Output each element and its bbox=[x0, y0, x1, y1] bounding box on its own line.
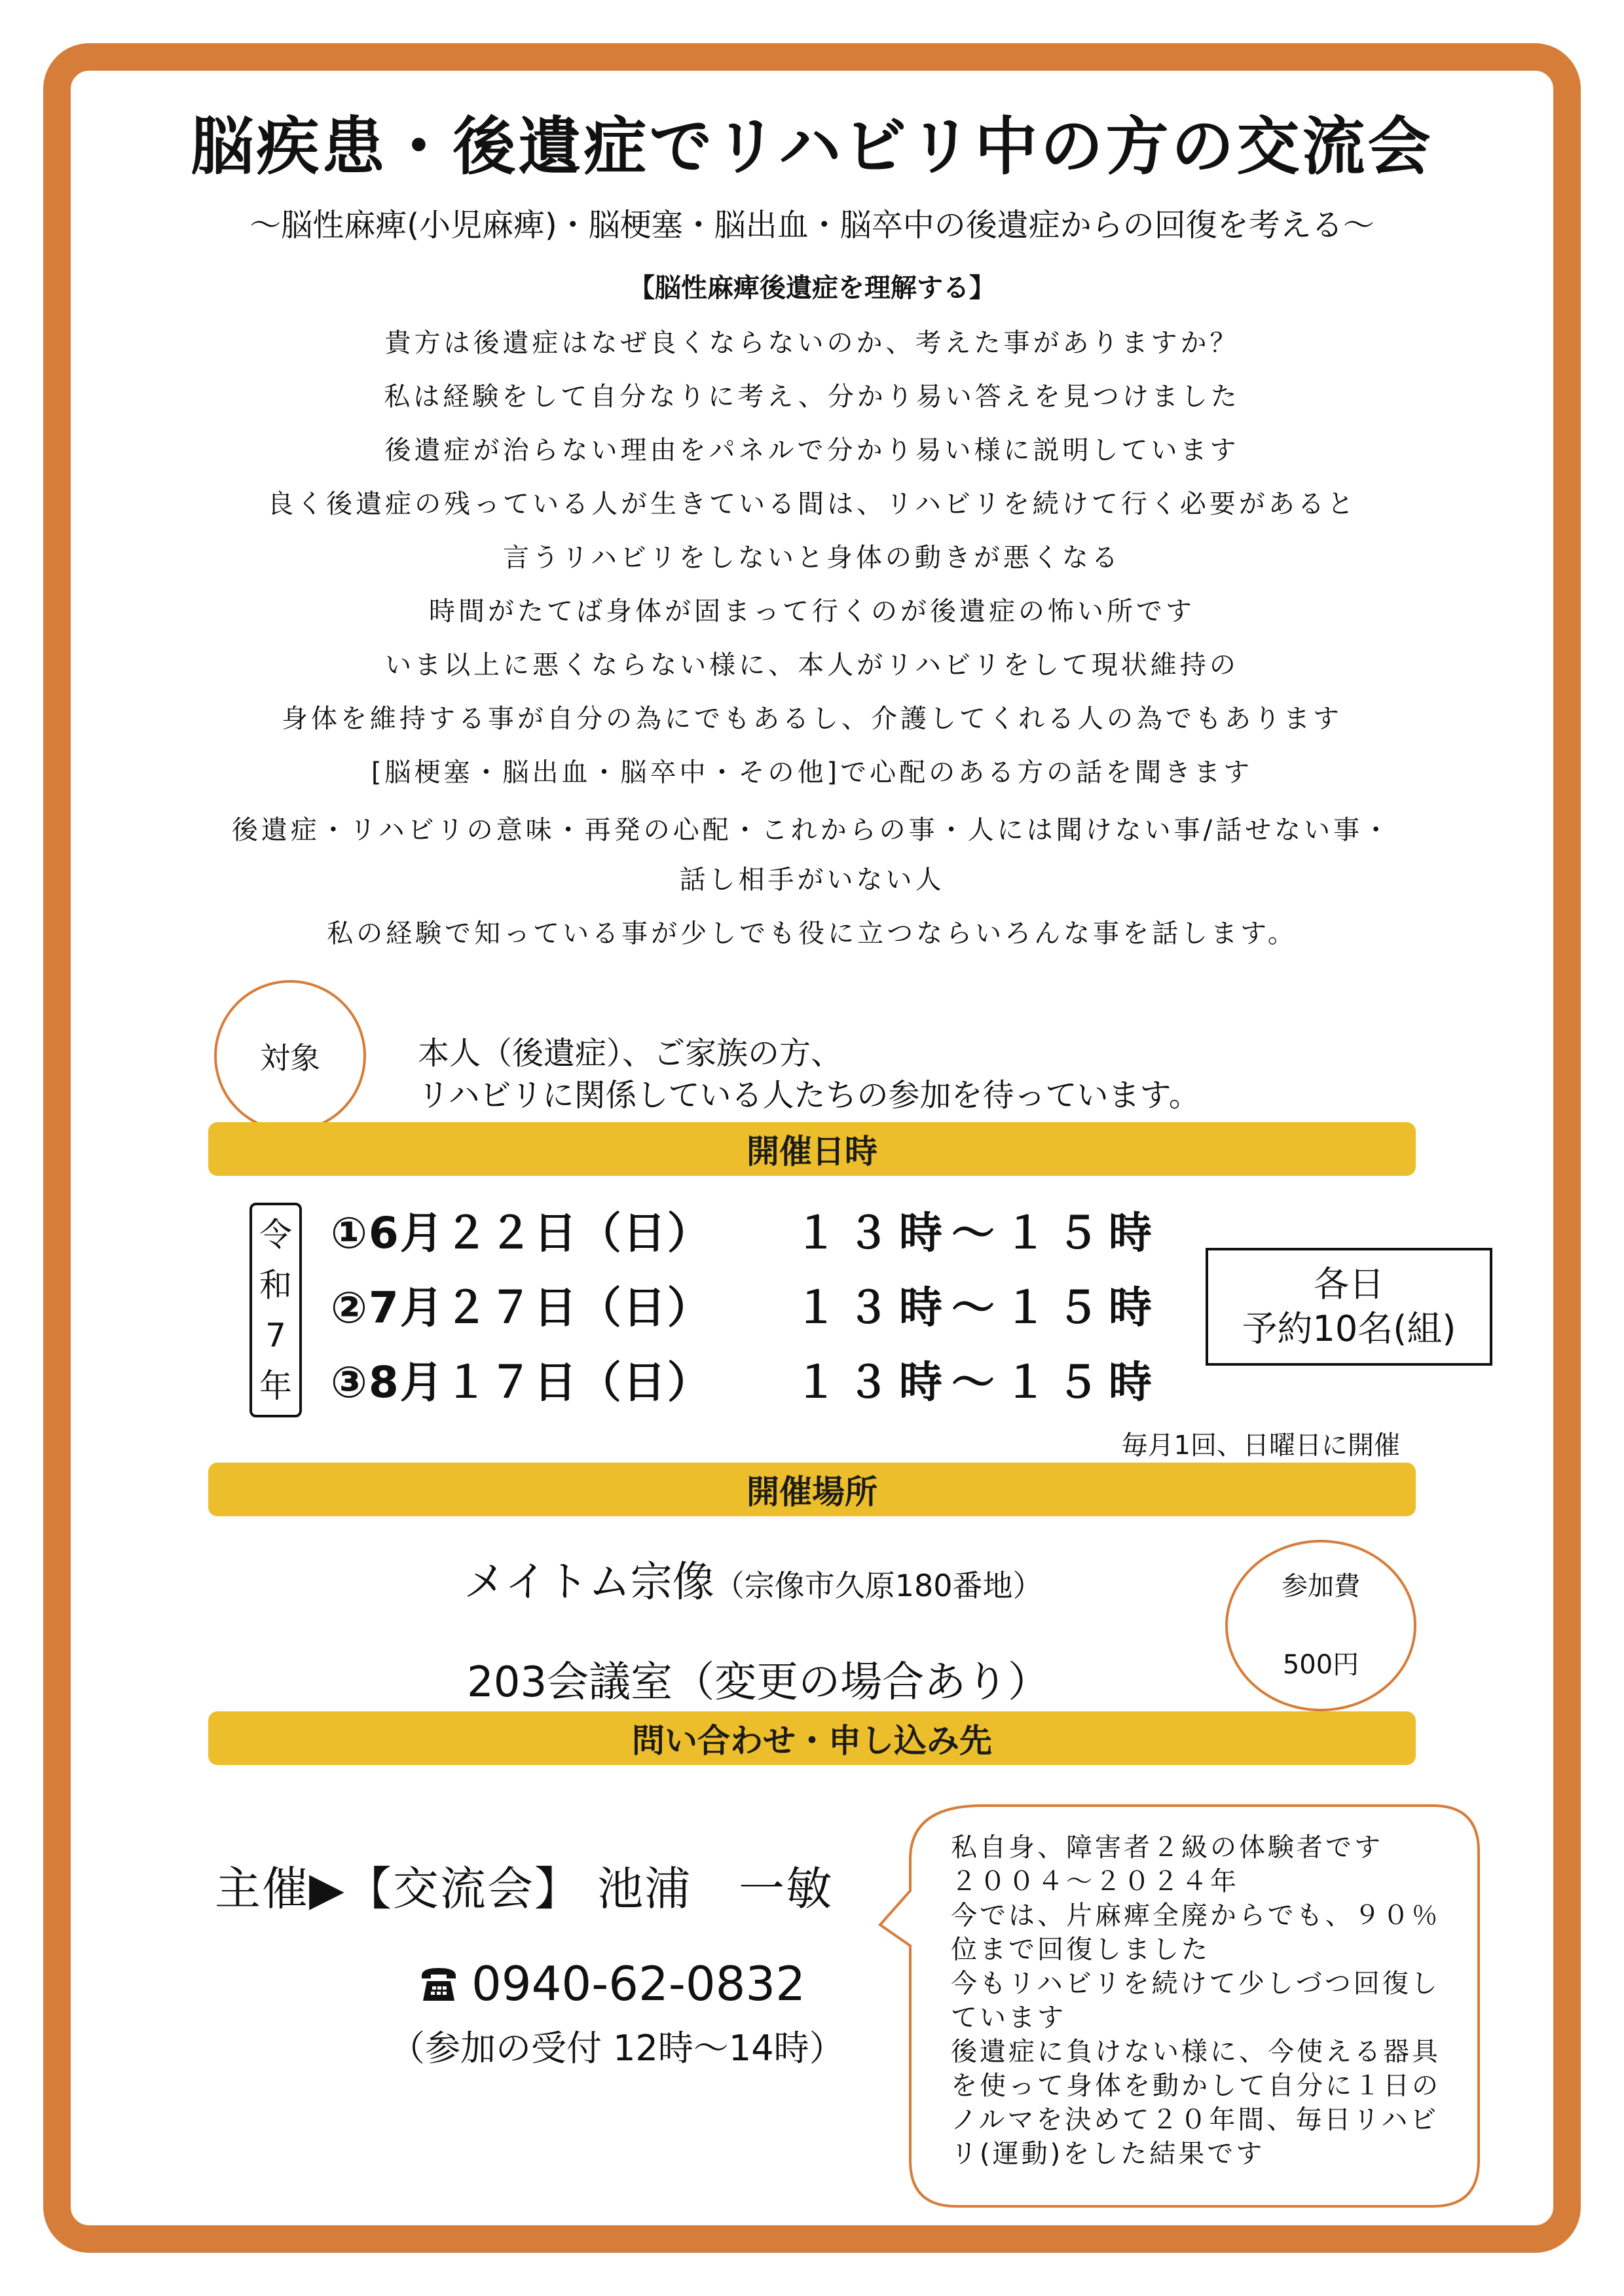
target-line-1: 本人（後遺症）、ご家族の方、 bbox=[418, 1035, 843, 1072]
target-line-2: リハビリに関係している人たちの参加を待っています。 bbox=[418, 1077, 1200, 1114]
reception-hours: （参加の受付 12時〜14時） bbox=[390, 2028, 845, 2069]
venue-name: メイトム宗像 bbox=[464, 1558, 714, 1607]
body-line: 後遺症が治らない理由をパネルで分かり易い様に説明しています bbox=[384, 435, 1240, 465]
capacity-line-1: 各日 bbox=[1314, 1264, 1384, 1305]
venue-address: （宗像市久原180番地） bbox=[714, 1568, 1043, 1603]
target-label: 対象 bbox=[260, 1040, 320, 1076]
body-line: [脳梗塞・脳出血・脳卒中・その他]で心配のある方の話を聞きます bbox=[371, 757, 1253, 788]
bubble-line: リ(運動)をした結果です bbox=[951, 2139, 1265, 2169]
body-line: 良く後遺症の残っている人が生きている間は、リハビリを続けて行く必要があると bbox=[267, 489, 1357, 519]
body-line: いま以上に悪くならない様に、本人がリハビリをして現状維持の bbox=[385, 650, 1239, 680]
bubble-line: 後遺症に負けない様に、今使える器具 bbox=[951, 2037, 1441, 2067]
body-line: 貴方は後遺症はなぜ良くならないのか、考えた事がありますか？ bbox=[384, 328, 1240, 358]
bubble-line: ノルマを決めて２０年間、毎日リハビ bbox=[951, 2105, 1439, 2135]
bubble-line: 今では、片麻痺全廃からでも、９０％ bbox=[951, 1901, 1441, 1931]
body-line: 私の経験で知っている事が少しでも役に立つならいろんな事を話します。 bbox=[327, 919, 1297, 949]
section-heading: 【脳性麻痺後遺症を理解する】 bbox=[629, 273, 995, 303]
fee-label: 参加費 bbox=[1282, 1571, 1360, 1601]
bubble-line: ています bbox=[951, 2003, 1066, 2033]
monthly-note: 毎月1回、日曜日に開催 bbox=[1121, 1430, 1400, 1461]
organizer: 主催▶【交流会】 池浦 一敏 bbox=[215, 1862, 834, 1916]
era-char: 和 bbox=[259, 1266, 292, 1304]
bubble-line: ２００４〜２０２４年 bbox=[951, 1867, 1239, 1897]
body-line: 後遺症・リハビリの意味・再発の心配・これからの事・人には聞けない事/話せない事・ bbox=[231, 815, 1393, 845]
page-subtitle: 〜脳性麻痺(小児麻痺)・脳梗塞・脳出血・脳卒中の後遺症からの回復を考える〜 bbox=[249, 207, 1375, 244]
session-time: １３時〜１５時 bbox=[794, 1208, 1161, 1258]
session-date: ①6月２２日（日） bbox=[331, 1208, 712, 1258]
body-line: 言うリハビリをしないと身体の動きが悪くなる bbox=[503, 543, 1121, 573]
contact-heading: 問い合わせ・申し込み先 bbox=[632, 1722, 992, 1760]
era-char: 年 bbox=[259, 1366, 292, 1405]
era-char: 令 bbox=[259, 1215, 292, 1254]
page-title: 脳疾患・後遺症でリハビリ中の方の交流会 bbox=[191, 110, 1433, 183]
venue-room: 203会議室（変更の場合あり） bbox=[467, 1658, 1050, 1707]
bubble-line: を使って身体を動かして自分に１日の bbox=[951, 2071, 1441, 2101]
body-line: 身体を維持する事が自分の為にでもあるし、介護してくれる人の為でもあります bbox=[282, 704, 1342, 734]
phone-number: 0940-62-0832 bbox=[471, 1956, 806, 2011]
bubble-text bbox=[951, 1831, 1442, 2171]
bubble-line: 今もリハビリを続けて少しづつ回復し bbox=[951, 1969, 1440, 1999]
era-char: 7 bbox=[265, 1316, 286, 1355]
capacity-line-2: 予約10名(組) bbox=[1242, 1308, 1456, 1349]
bubble-line: 私自身、障害者２級の体験者です bbox=[951, 1832, 1383, 1863]
venue-heading: 開催場所 bbox=[747, 1473, 877, 1511]
session-date: ③8月１７日（日） bbox=[331, 1357, 712, 1408]
bubble-line: 位まで回復しました bbox=[951, 1935, 1210, 1965]
session-time: １３時〜１５時 bbox=[794, 1283, 1161, 1333]
body-line: 話し相手がいない人 bbox=[679, 865, 945, 895]
session-time: １３時〜１５時 bbox=[794, 1357, 1161, 1408]
body-line: 時間がたてば身体が固まって行くのが後遺症の怖い所です bbox=[429, 596, 1195, 627]
session-date: ②7月２７日（日） bbox=[331, 1283, 712, 1333]
fee-value: 500円 bbox=[1282, 1650, 1359, 1680]
schedule-heading: 開催日時 bbox=[747, 1133, 877, 1171]
body-line: 私は経験をして自分なりに考え、分かり易い答えを見つけました bbox=[384, 382, 1240, 412]
